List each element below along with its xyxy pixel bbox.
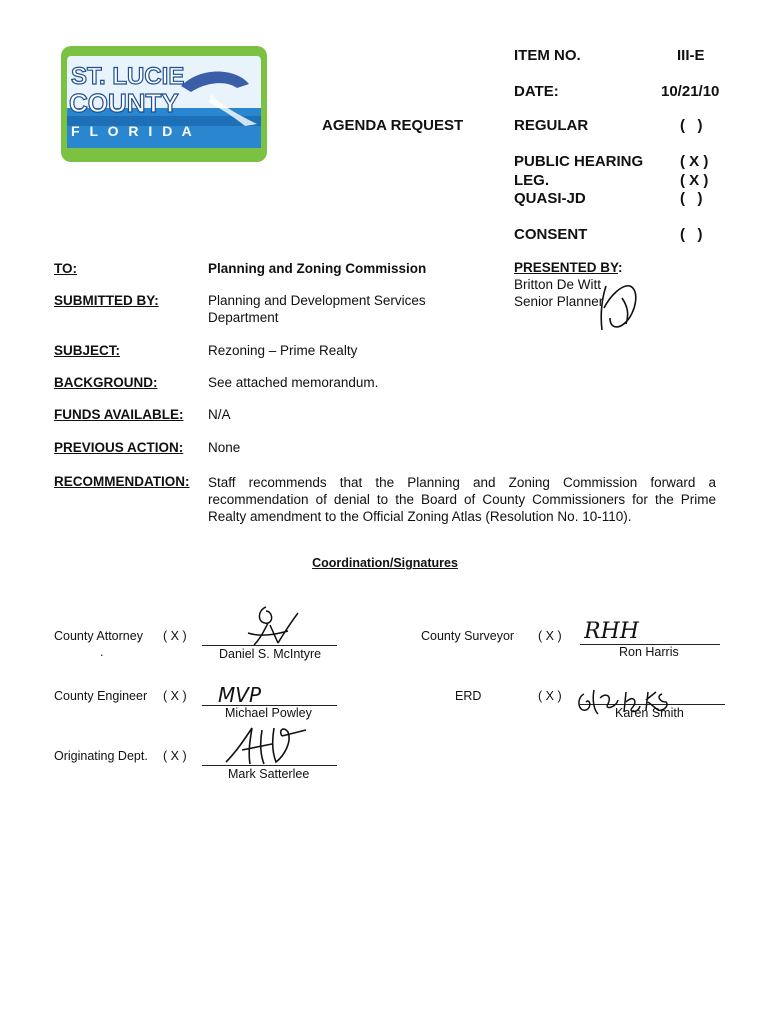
consent-label: CONSENT	[514, 226, 588, 243]
county-engineer-mark: ( X )	[163, 689, 187, 703]
submitted-by-label: SUBMITTED BY:	[54, 293, 159, 308]
page-title: AGENDA REQUEST	[322, 117, 464, 134]
public-hearing-label: PUBLIC HEARING	[514, 153, 644, 170]
date-value: 10/21/10	[661, 83, 720, 100]
originating-dept-label: Originating Dept.	[54, 749, 148, 763]
originating-dept-name: Mark Satterlee	[228, 767, 310, 781]
originating-dept-signature	[222, 722, 308, 768]
item-no-value: III-E	[677, 47, 705, 64]
public-hearing-value: ( X )	[680, 153, 709, 170]
county-surveyor-label: County Surveyor	[421, 629, 515, 643]
presented-by-colon: :	[618, 260, 623, 275]
st-lucie-county-logo	[61, 46, 267, 162]
county-attorney-signature	[238, 603, 300, 647]
quasi-jd-label: QUASI-JD	[514, 190, 586, 207]
presented-by-text: PRESENTED BY	[514, 260, 619, 275]
leg-label: LEG.	[514, 172, 550, 189]
to-value: Planning and Zoning Commission	[208, 261, 427, 276]
county-attorney-label: County Attorney	[54, 629, 143, 643]
submitted-by-line2: Department	[208, 310, 279, 325]
presenter-title: Senior Planner	[514, 294, 604, 309]
funds-available-label: FUNDS AVAILABLE:	[54, 407, 184, 422]
svg-text:F L O R I D A: F L O R I D A	[71, 123, 195, 139]
quasi-jd-value: ( )	[680, 190, 703, 207]
originating-dept-mark: ( X )	[163, 749, 187, 763]
consent-value: ( )	[680, 226, 703, 243]
presenter-signature	[596, 278, 644, 334]
date-label: DATE:	[514, 83, 559, 100]
regular-value: ( )	[680, 117, 703, 134]
svg-text:RHH: RHH	[584, 619, 639, 644]
recommendation-label: RECOMMENDATION:	[54, 474, 190, 489]
county-surveyor-signature	[584, 612, 646, 644]
item-no-label: ITEM NO.	[514, 47, 581, 64]
background-value: See attached memorandum.	[208, 375, 379, 390]
presenter-name: Britton De Witt	[514, 277, 602, 292]
svg-text:MVP: MVP	[218, 683, 261, 706]
subject-label: SUBJECT:	[54, 343, 121, 358]
submitted-by-line1: Planning and Development Services	[208, 293, 426, 308]
logo-graphic	[61, 46, 267, 162]
county-engineer-signature	[218, 680, 268, 706]
county-attorney-dot: .	[100, 645, 104, 659]
erd-label: ERD	[455, 689, 482, 703]
leg-value: ( X )	[680, 172, 709, 189]
erd-mark: ( X )	[538, 689, 562, 703]
previous-action-label: PREVIOUS ACTION:	[54, 440, 184, 455]
svg-text:COUNTY: COUNTY	[69, 88, 179, 118]
presented-by-label	[514, 260, 623, 275]
subject-value: Rezoning – Prime Realty	[208, 343, 358, 358]
coordination-title: Coordination/Signatures	[312, 556, 458, 570]
funds-available-value: N/A	[208, 407, 231, 422]
background-label: BACKGROUND:	[54, 375, 158, 390]
county-surveyor-mark: ( X )	[538, 629, 562, 643]
erd-name: Karen Smith	[615, 706, 684, 720]
county-attorney-name: Daniel S. McIntyre	[219, 647, 322, 661]
county-engineer-label: County Engineer	[54, 689, 148, 703]
svg-text:ST. LUCIE: ST. LUCIE	[71, 63, 185, 90]
regular-label: REGULAR	[514, 117, 589, 134]
county-engineer-name: Michael Powley	[225, 706, 312, 720]
county-surveyor-name: Ron Harris	[619, 645, 679, 659]
to-label: TO:	[54, 261, 77, 276]
county-attorney-mark: ( X )	[163, 629, 187, 643]
recommendation-value: Staff recommends that the Planning and Zoning Commission forward a recommendation of denial to the Board of County Commissioners for the Prime Realty amendment to the Official Zoning Atlas (Resolution No. 10-110).	[208, 475, 716, 524]
previous-action-value: None	[208, 440, 241, 455]
